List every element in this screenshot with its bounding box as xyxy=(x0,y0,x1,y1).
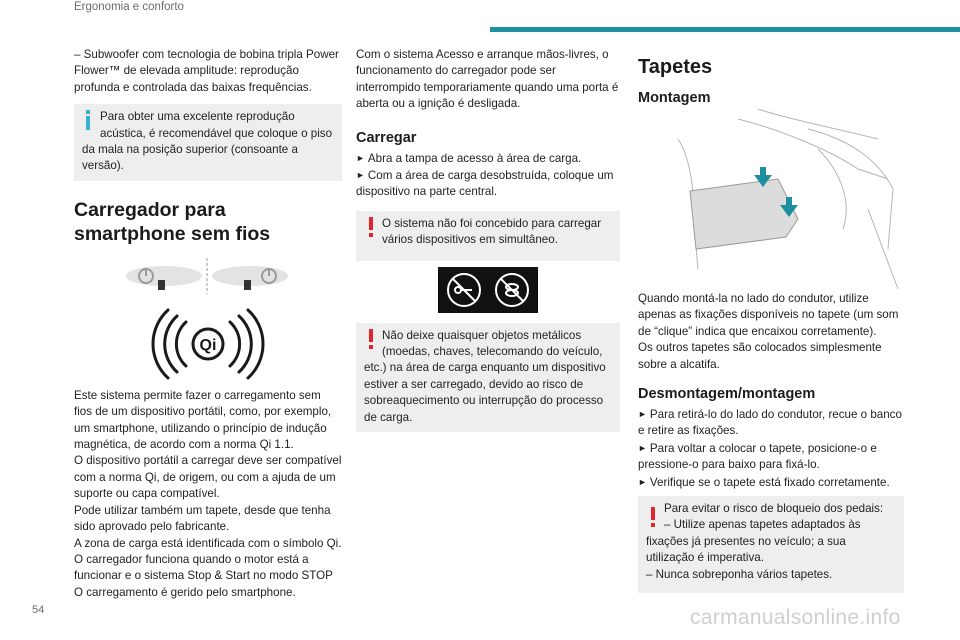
mount-line-1: Quando montá-la no lado do condutor, utilize apenas as fixações disponíveis no tapete (um som de “clique” indica que encaixou corretamente). xyxy=(638,292,899,338)
column-left xyxy=(74,47,342,601)
warning-note-pedals xyxy=(638,496,904,593)
dismount-step-2: ► Para voltar a colocar o tapete, posicione-o e pressione-o para baixo para fixá-lo. xyxy=(638,441,877,472)
wireless-body xyxy=(74,388,342,601)
warning-icon xyxy=(646,507,660,527)
charge-title: Carregar xyxy=(356,129,417,146)
qi-symbol xyxy=(74,308,342,380)
warning-icon xyxy=(364,329,378,349)
pedals-warning-intro: Para evitar o risco de bloqueio dos pedais: xyxy=(664,502,884,516)
wireless-line-3: Pode utilizar também um tapete, desde que tenha sido aprovado pelo fabricante. xyxy=(74,503,331,534)
watermark-text: carmanualsonline.info xyxy=(690,606,901,629)
no-keys-icon xyxy=(448,274,480,306)
warning-note-1 xyxy=(356,211,620,261)
warning-note-1-text: O sistema não foi concebido para carregar vários dispositivos em simultâneo. xyxy=(382,216,602,247)
dismount-steps xyxy=(638,406,904,491)
handsfree-paragraph: Com o sistema Acesso e arranque mãos-livres, o funcionamento do carregador pode ser interrompido temporariamente quando uma porta é aberta ou a ignição é desligada. xyxy=(356,48,619,111)
arrow-bullet-icon: ► xyxy=(638,409,647,420)
mount-body xyxy=(638,291,904,373)
wireless-line-6: O carregamento é gerido pelo smartphone. xyxy=(74,585,296,599)
warning-note-2-text: Não deixe quaisquer objetos metálicos (moedas, chaves, telecomando do veículo, etc.) na área de carga enquanto um dispositivo estiver a ser carregado, devido ao risco de sobreaquecimento ou interrupção do processo de carga. xyxy=(364,328,606,424)
arrow-bullet-icon: ► xyxy=(638,442,647,453)
warning-note-2 xyxy=(356,323,620,432)
arrow-bullet-icon: ► xyxy=(638,476,647,487)
arrow-bullet-icon: ► xyxy=(356,152,365,163)
column-middle xyxy=(356,47,620,432)
warning-icon xyxy=(364,217,378,237)
wireless-line-4: A zona de carga está identificada com o símbolo Qi. xyxy=(74,536,342,550)
pedals-warning-item-1: – Utilize apenas tapetes adaptados às fixações já presentes no veículo; a sua utilização é imperativa. xyxy=(646,518,861,565)
page-number: 54 xyxy=(32,604,45,616)
mount-line-2: Os outros tapetes são colocados simplesmente sobre a alcatifa. xyxy=(638,341,882,371)
info-icon xyxy=(82,110,96,130)
svg-text:Qi: Qi xyxy=(199,336,217,354)
dismount-title: Desmontagem/montagem xyxy=(638,386,816,403)
running-header: Ergonomia e conforto xyxy=(74,1,184,13)
floor-mat-illustration xyxy=(638,109,904,289)
header-accent-bar xyxy=(490,27,960,32)
wheel-right-icon xyxy=(212,266,288,290)
forbidden-objects-image xyxy=(438,267,538,313)
steering-illustration xyxy=(74,256,342,308)
wheel-left-icon xyxy=(126,266,202,290)
info-note xyxy=(74,104,342,181)
charge-steps xyxy=(356,150,620,201)
charge-step-1: ► Abra a tampa de acesso à área de carga. xyxy=(356,151,582,165)
dismount-step-3: ► Verifique se o tapete está fixado corretamente. xyxy=(638,475,890,489)
charge-step-2: ► Com a área de carga desobstruída, coloque um dispositivo na parte central. xyxy=(356,169,614,199)
wireless-line-1: Este sistema permite fazer o carregamento sem fios de um dispositivo portátil, como, por exemplo, um smartphone, utilizando o princípio de indução magnética, de acordo com a norma Qi 1.1. xyxy=(74,388,332,452)
wireless-line-5: O carregador funciona quando o motor está a funcionar e o sistema Stop & Start no modo STOP xyxy=(74,552,333,583)
section-title-wireless-charger: Carregador para smartphone sem fios xyxy=(74,198,271,245)
dismount-step-1: ► Para retirá-lo do lado do condutor, recue o banco e retire as fixações. xyxy=(638,408,902,438)
section-title-mats: Tapetes xyxy=(638,56,713,78)
floor-mat-shape xyxy=(690,179,798,249)
wireless-line-2: O dispositivo portátil a carregar deve ser compatível com a norma Qi, de origem, ou com a ajuda de um suporte ou capa compatível. xyxy=(74,454,342,501)
mount-title: Montagem xyxy=(638,90,711,106)
subwoofer-paragraph: – Subwoofer com tecnologia de bobina tripla Power Flower™ de elevada amplitude: reprodução profunda e controlada das baixas frequências. xyxy=(74,48,339,94)
pedals-warning-item-2: – Nunca sobreponha vários tapetes. xyxy=(646,567,833,581)
arrow-bullet-icon: ► xyxy=(356,170,365,181)
info-note-text: Para obter uma excelente reprodução acústica, é recomendável que coloque o piso da mala na posição superior (consoante a versão). xyxy=(82,110,333,173)
no-coins-icon xyxy=(496,274,528,306)
column-right xyxy=(638,47,904,593)
